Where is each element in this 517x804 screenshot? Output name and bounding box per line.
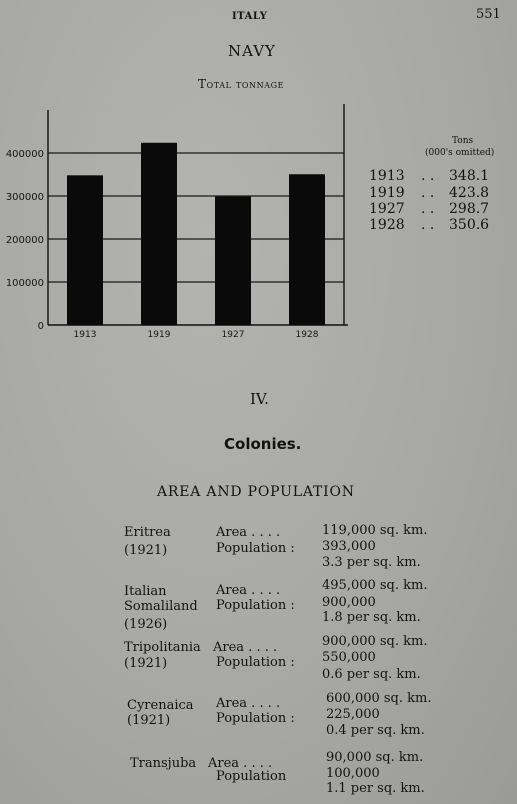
leader-dots: . . [421,185,435,201]
colony-year: (1926) [124,617,168,632]
colony-name: Cyrenaica [127,698,194,713]
area-label: Area . . . . [216,696,281,711]
tonnage-year: 1919 [369,185,405,201]
tonnage-value: 350.6 [449,217,490,233]
colony-density: 0.6 per sq. km. [322,667,421,682]
section-numeral: IV. [250,390,269,408]
area-label: Area . . . . [213,640,278,655]
colony-year: (1921) [124,543,168,558]
colony-density: 0.4 per sq. km. [326,723,425,738]
tonnage-bar-chart [0,100,360,345]
colony-name: Eritrea [124,525,171,540]
colony-year: (1921) [127,713,171,728]
area-label: Area . . . . [208,756,273,771]
running-head: ITALY [232,11,268,22]
y-tick-label: 400000 [5,149,44,160]
colony-name: Tripolitania [124,640,201,655]
x-tick-label: 1919 [147,330,171,340]
y-tick-label: 300000 [5,192,44,203]
colony-population: 550,000 [322,650,376,665]
colony-population: 100,000 [326,766,380,781]
leader-dots: . . [421,168,435,184]
colony-population: 225,000 [326,707,380,722]
tonnage-year: 1928 [369,217,405,233]
leader-dots: . . [421,201,435,217]
y-tick-label: 100000 [5,278,44,289]
x-tick-label: 1928 [295,330,319,340]
colony-density: 1.1 per sq. km. [326,781,425,796]
navy-section-title: NAVY [228,42,276,60]
colony-area: 600,000 sq. km. [326,691,432,706]
tonnage-value: 298.7 [449,201,490,217]
page-number: 551 [476,7,501,22]
tonnage-value: 348.1 [449,168,490,184]
colony-population: 393,000 [322,539,376,554]
tonnage-year: 1913 [369,168,405,184]
colony-name-line-2: Somaliland [124,599,198,614]
bar-1913 [67,175,103,325]
population-label: Population : [216,711,295,726]
tonnage-row-1928 [369,217,489,235]
chart-title: Total tonnage [198,77,285,91]
y-tick-label: 200000 [5,235,44,246]
tonnage-value: 423.8 [449,185,490,201]
population-label: Population : [216,598,295,613]
area-label: Area . . . . [216,583,281,598]
colony-name: Italian [124,584,167,599]
population-label: Population : [216,541,295,556]
tons-heading: Tons [452,136,474,146]
colony-density: 1.8 per sq. km. [322,610,421,625]
colony-density: 3.3 per sq. km. [322,555,421,570]
colony-population: 900,000 [322,595,376,610]
tons-subheading: (000's omitted) [425,148,495,158]
tonnage-year: 1927 [369,201,405,217]
colony-area: 900,000 sq. km. [322,634,428,649]
y-tick-label: 0 [37,321,44,332]
area-population-heading: AREA AND POPULATION [157,484,355,500]
bar-1928 [289,174,325,325]
tonnage-row-1913 [369,168,489,186]
colony-area: 119,000 sq. km. [322,523,428,538]
x-tick-label: 1927 [221,330,245,340]
x-tick-label: 1913 [73,330,97,340]
leader-dots: . . [421,217,435,233]
bar-1927 [215,197,251,325]
colony-area: 495,000 sq. km. [322,578,428,593]
population-label: Population [216,769,287,784]
colony-year: (1921) [124,656,168,671]
colony-area: 90,000 sq. km. [326,750,424,765]
area-label: Area . . . . [216,525,281,540]
colony-name: Transjuba [130,756,197,771]
population-label: Population : [216,655,295,670]
colonies-title: Colonies. [224,435,302,453]
bar-1919 [141,143,177,325]
